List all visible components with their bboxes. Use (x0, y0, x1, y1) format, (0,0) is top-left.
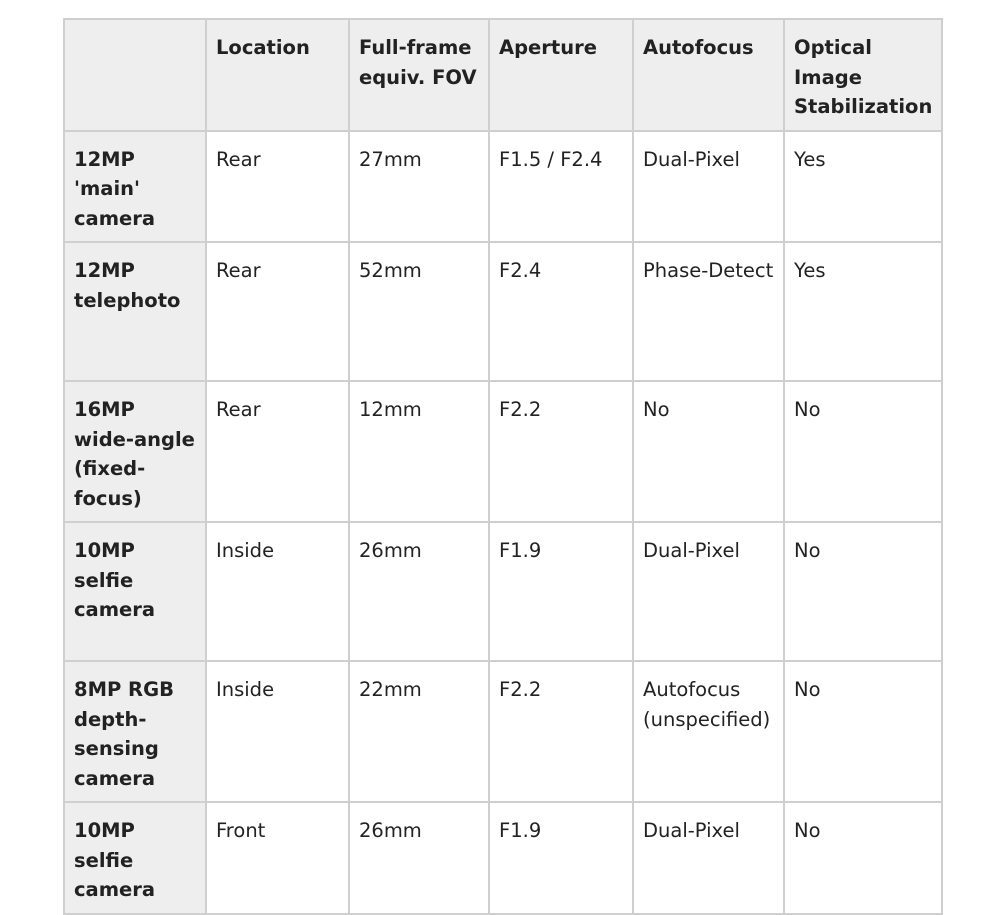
autofocus-cell: No (633, 381, 784, 522)
ois-cell: Yes (784, 242, 942, 381)
aperture-cell: F1.9 (489, 522, 633, 661)
camera-name-cell: 8MP RGB depth-sensing camera (64, 661, 206, 802)
autofocus-cell: Dual-Pixel (633, 131, 784, 243)
location-cell: Front (206, 802, 349, 914)
header-ois: Optical Image Stabilization (784, 19, 942, 131)
ois-cell: No (784, 661, 942, 802)
aperture-cell: F2.4 (489, 242, 633, 381)
header-corner (64, 19, 206, 131)
table-row (64, 802, 942, 914)
camera-spec-table (63, 18, 943, 915)
camera-name-cell: 12MP telephoto (64, 242, 206, 381)
camera-name-cell: 10MP selfie camera (64, 802, 206, 914)
fov-cell: 22mm (349, 661, 489, 802)
camera-name-cell: 16MP wide-angle (fixed-focus) (64, 381, 206, 522)
aperture-cell: F2.2 (489, 661, 633, 802)
aperture-cell: F2.2 (489, 381, 633, 522)
location-cell: Rear (206, 131, 349, 243)
camera-name-cell: 12MP 'main' camera (64, 131, 206, 243)
header-row (64, 19, 942, 131)
fov-cell: 12mm (349, 381, 489, 522)
ois-cell: No (784, 381, 942, 522)
autofocus-cell: Phase-Detect (633, 242, 784, 381)
camera-name-cell: 10MP selfie camera (64, 522, 206, 661)
table-row (64, 131, 942, 243)
fov-cell: 26mm (349, 802, 489, 914)
fov-cell: 26mm (349, 522, 489, 661)
ois-cell: Yes (784, 131, 942, 243)
fov-cell: 27mm (349, 131, 489, 243)
header-location: Location (206, 19, 349, 131)
fov-cell: 52mm (349, 242, 489, 381)
location-cell: Rear (206, 242, 349, 381)
ois-cell: No (784, 802, 942, 914)
autofocus-cell: Autofocus (unspecified) (633, 661, 784, 802)
autofocus-cell: Dual-Pixel (633, 802, 784, 914)
autofocus-cell: Dual-Pixel (633, 522, 784, 661)
aperture-cell: F1.9 (489, 802, 633, 914)
location-cell: Inside (206, 661, 349, 802)
location-cell: Inside (206, 522, 349, 661)
table-row (64, 242, 942, 381)
aperture-cell: F1.5 / F2.4 (489, 131, 633, 243)
location-cell: Rear (206, 381, 349, 522)
header-autofocus: Autofocus (633, 19, 784, 131)
header-aperture: Aperture (489, 19, 633, 131)
table-row (64, 522, 942, 661)
table-row (64, 381, 942, 522)
ois-cell: No (784, 522, 942, 661)
header-fov: Full-frame equiv. FOV (349, 19, 489, 131)
table-row (64, 661, 942, 802)
